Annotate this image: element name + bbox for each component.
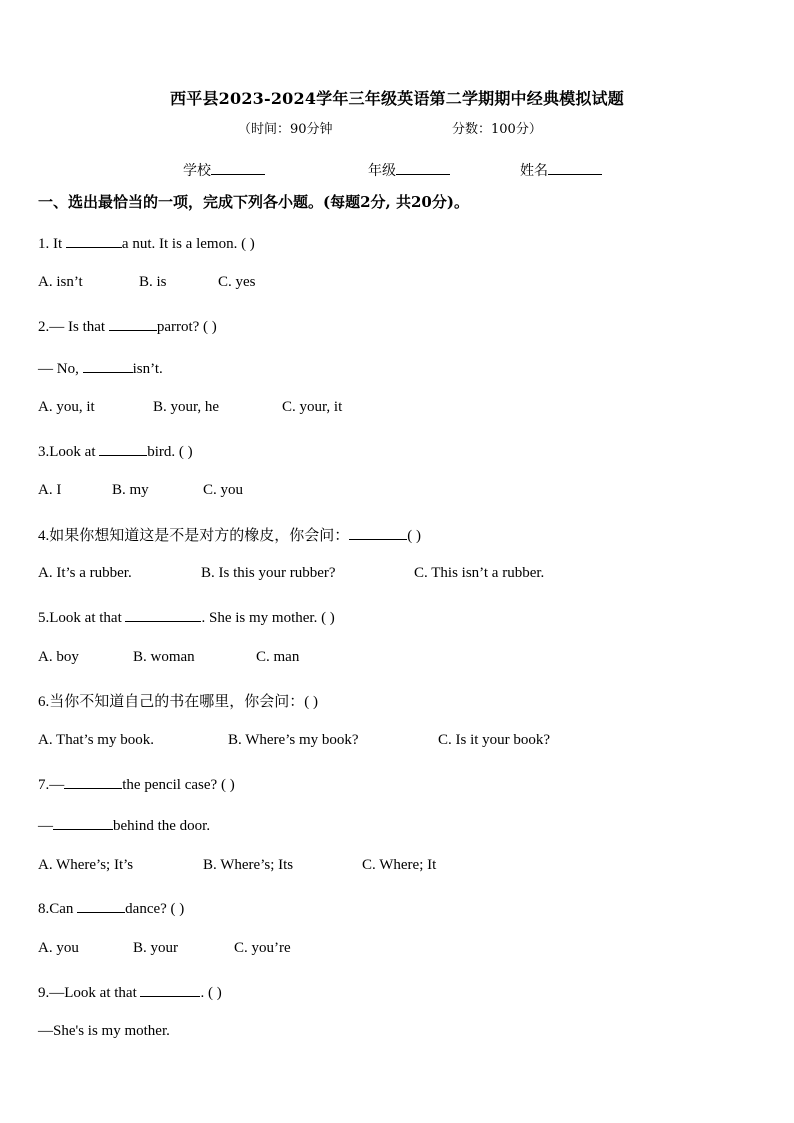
question-3 xyxy=(38,441,193,461)
question-text: ( ) xyxy=(407,528,422,544)
q1-option-c[interactable]: C. yes xyxy=(218,274,256,290)
question-text: parrot? ( ) xyxy=(156,319,217,335)
question-7 xyxy=(38,774,235,794)
grade-blank[interactable] xyxy=(396,160,450,175)
q2-option-b[interactable]: B. your, he xyxy=(153,399,220,415)
answer-blank[interactable] xyxy=(77,898,125,913)
q5-option-a[interactable]: A. boy xyxy=(38,649,79,665)
question-text: 3.Look at xyxy=(38,444,100,460)
question-text: isn’t. xyxy=(132,361,163,377)
name-field xyxy=(520,160,602,180)
exam-score: 分数：100分） xyxy=(452,122,542,137)
question-1 xyxy=(38,233,255,253)
q6-option-c[interactable]: C. Is it your book? xyxy=(438,732,551,748)
question-text: 2.— Is that xyxy=(38,319,109,335)
q3-option-a[interactable]: A. I xyxy=(38,482,62,498)
question-text: bird. ( ) xyxy=(147,444,193,460)
answer-blank[interactable] xyxy=(109,316,157,331)
q4-option-b[interactable]: B. Is this your rubber? xyxy=(201,565,336,581)
answer-blank[interactable] xyxy=(349,525,407,540)
question-text: — xyxy=(38,818,53,834)
question-text: behind the door. xyxy=(113,818,211,834)
question-text: —She's is my mother. xyxy=(38,1023,170,1039)
q5-option-b[interactable]: B. woman xyxy=(133,649,195,665)
question-7-reply xyxy=(38,815,210,835)
q7-option-a[interactable]: A. Where’s; It’s xyxy=(38,857,134,873)
question-text: a nut. It is a lemon. ( ) xyxy=(121,236,255,252)
q2-option-a[interactable]: A. you, it xyxy=(38,399,95,415)
question-9 xyxy=(38,982,222,1002)
question-text: 7.— xyxy=(38,777,65,793)
school-label: 学校 xyxy=(183,163,211,179)
answer-blank[interactable] xyxy=(64,774,122,789)
answer-blank[interactable] xyxy=(99,441,147,456)
answer-blank[interactable] xyxy=(140,982,200,997)
exam-time: （时间：90分钟 xyxy=(238,122,333,137)
q5-option-c[interactable]: C. man xyxy=(256,649,300,665)
school-blank[interactable] xyxy=(211,160,265,175)
q4-option-c[interactable]: C. This isn’t a rubber. xyxy=(414,565,545,581)
question-text: 4.如果你想知道这是不是对方的橡皮，你会问： xyxy=(38,528,350,544)
question-9-reply xyxy=(38,1023,170,1040)
question-text: 9.—Look at that xyxy=(38,985,141,1001)
grade-label: 年级 xyxy=(368,163,396,179)
question-2-reply xyxy=(38,358,163,378)
q1-option-a[interactable]: A. isn’t xyxy=(38,274,83,290)
question-text: — No, xyxy=(38,361,83,377)
q3-option-c[interactable]: C. you xyxy=(203,482,244,498)
q6-option-a[interactable]: A. That’s my book. xyxy=(38,732,154,748)
page-title: 西平县2023-2024学年三年级英语第二学期期中经典模拟试题 xyxy=(170,89,624,108)
question-6 xyxy=(38,690,318,711)
question-text: dance? ( ) xyxy=(125,901,185,917)
q1-option-b[interactable]: B. is xyxy=(139,274,167,290)
answer-blank[interactable] xyxy=(53,815,113,830)
question-text: 6.当你不知道自己的书在哪里，你会问：( ) xyxy=(38,694,318,710)
q6-option-b[interactable]: B. Where’s my book? xyxy=(228,732,359,748)
grade-field xyxy=(368,160,450,180)
q8-option-a[interactable]: A. you xyxy=(38,940,79,956)
q8-option-c[interactable]: C. you’re xyxy=(234,940,291,956)
question-text: 1. It xyxy=(38,236,66,252)
q8-option-b[interactable]: B. your xyxy=(133,940,178,956)
question-text: 8.Can xyxy=(38,901,78,917)
question-text: . She is my mother. ( ) xyxy=(201,610,335,626)
question-text: . ( ) xyxy=(200,985,222,1001)
q2-option-c[interactable]: C. your, it xyxy=(282,399,343,415)
question-text: 5.Look at that xyxy=(38,610,126,626)
answer-blank[interactable] xyxy=(83,358,133,373)
name-label: 姓名 xyxy=(520,163,548,179)
q4-option-a[interactable]: A. It’s a rubber. xyxy=(38,565,132,581)
section-heading: 一、选出最恰当的一项，完成下列各小题。(每题2分, 共20分)。 xyxy=(38,193,469,211)
question-5 xyxy=(38,607,335,627)
question-8 xyxy=(38,898,184,918)
name-blank[interactable] xyxy=(548,160,602,175)
answer-blank[interactable] xyxy=(66,233,122,248)
answer-blank[interactable] xyxy=(125,607,201,622)
question-text: the pencil case? ( ) xyxy=(122,777,235,793)
q7-option-b[interactable]: B. Where’s; Its xyxy=(203,857,294,873)
question-4 xyxy=(38,524,421,545)
question-2 xyxy=(38,316,217,336)
q7-option-c[interactable]: C. Where; It xyxy=(362,857,437,873)
school-field xyxy=(183,160,265,180)
q3-option-b[interactable]: B. my xyxy=(112,482,149,498)
